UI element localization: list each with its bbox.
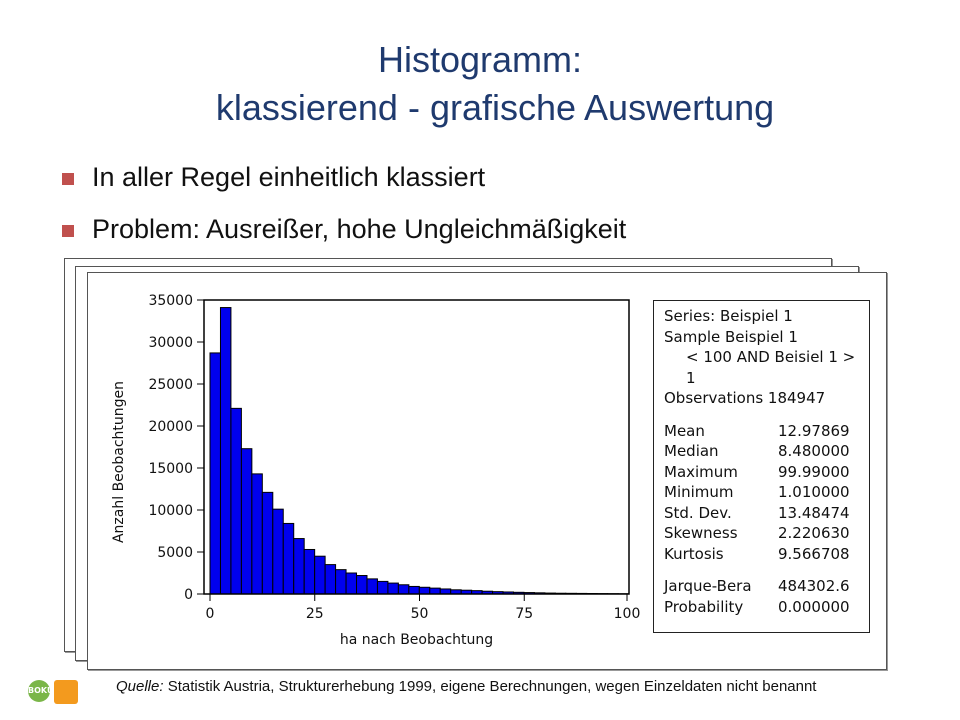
statistics-panel <box>653 300 870 633</box>
y-tick-label: 30000 <box>148 335 193 351</box>
histogram-bar <box>241 449 251 594</box>
stats-series: Series: Beispiel 1 <box>664 307 793 325</box>
y-tick-label: 35000 <box>148 293 193 309</box>
histogram-bar <box>346 573 356 594</box>
stats-label: Maximum <box>664 462 738 481</box>
stats-row <box>664 482 869 503</box>
histogram-bar <box>440 589 450 594</box>
x-tick-label: 25 <box>305 606 324 622</box>
source-label: Quelle: <box>116 678 164 695</box>
y-axis-label: Anzahl Beobachtungen <box>111 380 127 544</box>
stats-sample: Sample Beispiel 1 <box>664 327 798 346</box>
x-tick-label: 75 <box>515 606 534 622</box>
histogram-bar <box>304 549 314 594</box>
stats-row <box>664 421 869 442</box>
stats-row <box>664 503 869 524</box>
stats-label: Minimum <box>664 483 734 501</box>
x-axis-label: ha nach Beobachtung <box>339 632 494 648</box>
y-tick-label: 15000 <box>148 461 193 477</box>
histogram-bar <box>325 565 335 594</box>
histogram-bar <box>409 586 419 594</box>
y-tick-label: 10000 <box>148 503 193 519</box>
y-tick-label: 0 <box>184 587 193 603</box>
source-text: Statistik Austria, Strukturerhebung 1999, eigene Berechnungen, wegen Einzeldaten nicht benannt <box>163 678 817 695</box>
stats-row <box>664 462 869 483</box>
y-tick-label: 25000 <box>148 377 193 393</box>
stats-condition-cont: 1 <box>686 368 696 387</box>
stats-observations: Observations 184947 <box>664 389 826 407</box>
stats-row <box>664 597 869 618</box>
x-tick-label: 100 <box>613 606 641 622</box>
source-note <box>116 678 816 695</box>
histogram-bar <box>220 308 230 594</box>
stats-value: 484302.6 <box>778 577 850 595</box>
histogram-bar <box>283 523 293 594</box>
bullet-text: In aller Regel einheitlich klassiert <box>92 162 486 192</box>
stats-value: 1.010000 <box>778 483 850 501</box>
stats-value: 0.000000 <box>778 597 850 616</box>
histogram-bar <box>294 539 304 594</box>
histogram-bar <box>231 408 241 594</box>
histogram-bar <box>357 576 367 594</box>
y-tick-label: 20000 <box>148 419 193 435</box>
bullet-item <box>62 162 626 192</box>
stats-value: 2.220630 <box>778 524 850 542</box>
histogram-bar <box>398 585 408 594</box>
x-tick-label: 50 <box>410 606 429 622</box>
stats-value: 13.48474 <box>778 503 850 522</box>
slide-title <box>0 36 960 132</box>
stats-value: 8.480000 <box>778 442 850 460</box>
stats-row <box>664 523 869 544</box>
histogram-bar <box>315 556 325 594</box>
histogram-bar <box>377 581 387 594</box>
stats-label: Probability <box>664 597 744 616</box>
bullet-list <box>62 162 626 266</box>
stats-row <box>664 544 869 565</box>
histogram-bar <box>252 474 262 594</box>
histogram-bar <box>210 353 220 594</box>
histogram-bar <box>388 583 398 594</box>
institute-logo <box>54 680 78 704</box>
stats-value: 99.99000 <box>778 462 850 481</box>
stats-label: Jarque-Bera <box>664 577 752 595</box>
stats-condition: < 100 AND Beisiel 1 > <box>686 348 856 366</box>
stats-label: Mean <box>664 421 705 440</box>
histogram-bar <box>273 509 283 594</box>
stats-label: Kurtosis <box>664 544 724 563</box>
histogram-bar <box>336 570 346 594</box>
stats-label: Skewness <box>664 524 738 542</box>
bullet-item <box>62 214 626 244</box>
y-tick-label: 5000 <box>157 545 193 561</box>
x-tick-label: 0 <box>205 606 215 622</box>
stats-row <box>664 441 869 462</box>
bullet-text: Problem: Ausreißer, hohe Ungleichmäßigkeit <box>92 214 627 244</box>
histogram-bar <box>367 579 377 594</box>
stats-value: 9.566708 <box>778 544 850 563</box>
title-line-2: klassierend - grafische Auswertung <box>215 87 775 128</box>
stats-row <box>664 576 869 597</box>
bullet-square-icon <box>62 173 74 185</box>
stats-label: Std. Dev. <box>664 503 732 522</box>
boku-logo: BOKU <box>28 680 50 702</box>
bullet-square-icon <box>62 225 74 237</box>
title-line-1: Histogramm: <box>377 39 583 80</box>
histogram-bar <box>419 587 429 594</box>
stats-label: Median <box>664 442 719 460</box>
stats-value: 12.97869 <box>778 421 850 440</box>
histogram-bar <box>262 492 272 594</box>
histogram-bar <box>430 588 440 594</box>
